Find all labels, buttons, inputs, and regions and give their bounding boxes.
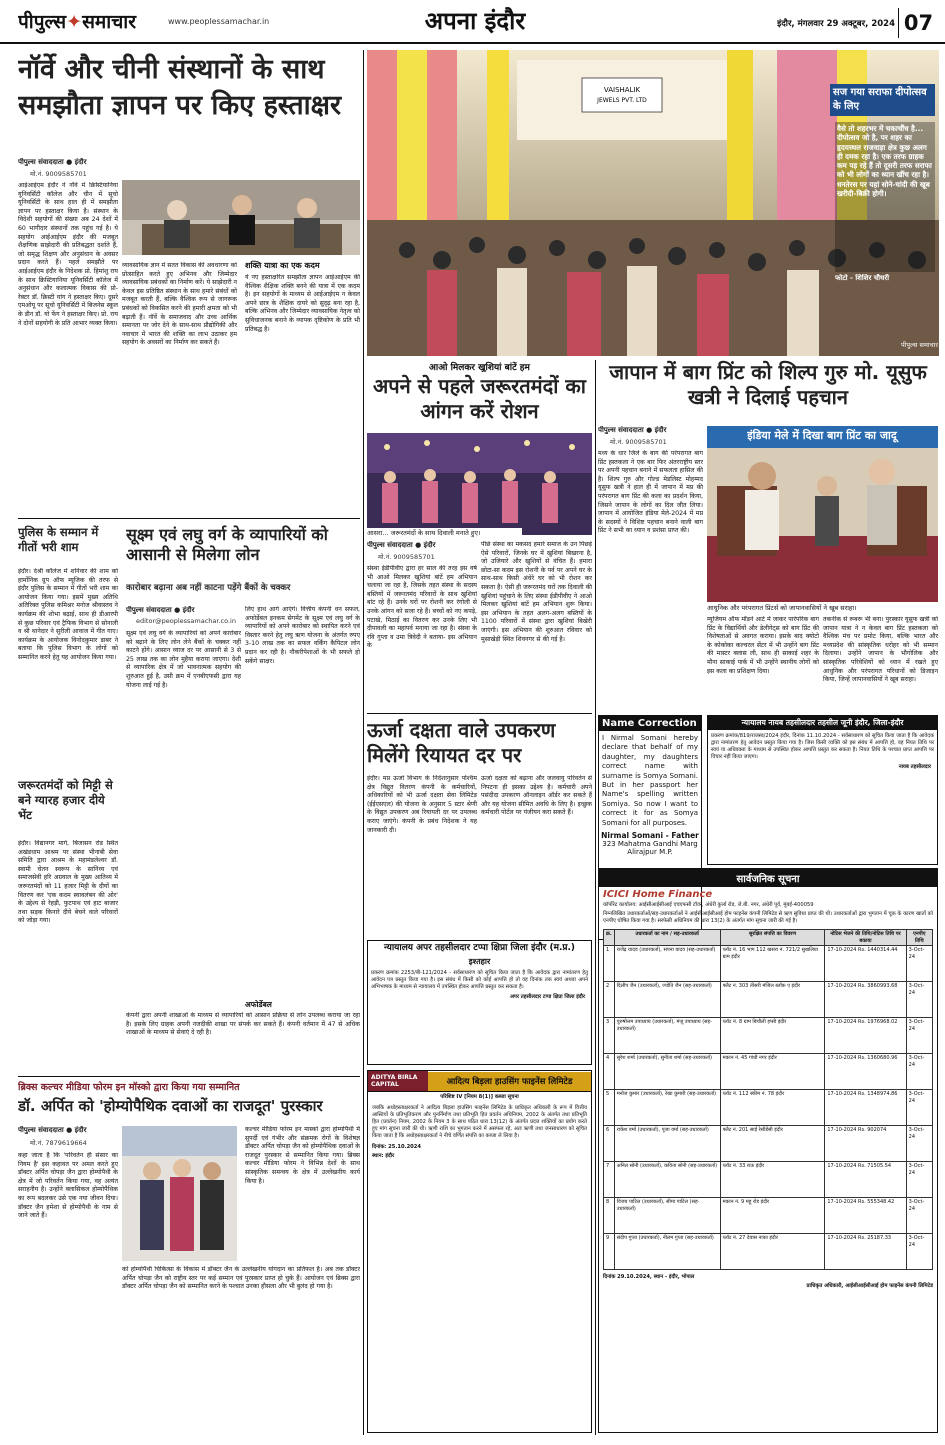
table-cell: 2 xyxy=(604,982,615,1018)
story1-body3: ये नए हस्ताक्षरित समझौता ज्ञापन आईआईएम की वैश्विक शैक्षिक शक्ति बनने की यात्रा में एक कदम है। इन सहयोगों के माध्यम से आईआईएम न केवल अपने छात्र के शैक्षिक दायरे को सुदृढ़ बना रहा है, बल्कि अभिनव और जिम्मेदार व्यावसायिक नेतृत्व को सुविधाजनक बनाने के व्यापक दृष्टिकोण के प्रति भी प्रतिबद्ध है। xyxy=(245,274,360,333)
table-cell: 3-Oct-24 xyxy=(906,946,932,982)
aditya-date: दिनांक: 25.10.2024 xyxy=(372,1144,422,1150)
correction-body: I Nirmal Somani hereby declare that behalf of my daughter, my daughters correct name with surname is Somya Somani. But in her passport her Name's spelling written Somiya. So now I want to correct it for as Somya Somani for all purposes. xyxy=(602,734,698,827)
story4-body: इंदौर। देश्री कॉलेज में शनिवार की शाम को हार्मोनिक ग्रुप ऑफ म्यूजिक की तरफ से इंदौर पुलिस के सम्मान में गीतों भरी शाम का आयोजन किया गया। इसमें मुख्य अतिथि अतिरिक्त पुलिस कमिश्नर मनोज श्रीवास्तव ने कार्यक्रम की शोभा बढ़ाई, साथ ही डीआरपी से कुछ परिवार एवं ट्रैफिक विभाग से सोनाली व श्री थानेदार ने सुरीली आवाज में गीत गाए। कार्यक्रम के आयोजक विनोदकुमार डाबर ने बताया कि पुलिस विभाग के लोगों को सम्मानित करने हेतु यह आयोजन किया गया। xyxy=(18,568,118,661)
icici-section: सार्वजनिक सूचना xyxy=(599,869,937,887)
story1-body2: व्यावसायिक ज्ञान में सतत विकास की अवधारणा को प्रोत्साहित करते हुए अभिनव और जिम्मेदार व्यावसायिक प्रबंधकों का निर्माण करें। ये साझेदारी न केवल इस प्रतिष्ठित संस्थान के साथ हमारे संबंधों को मजबूत करती हैं, बल्कि वैश्विक रूप से जागरूक प्रबंधकों को विकसित करने की हमारी क्षमता को भी बढ़ाती हैं। नॉर्वे के समाजवाद और उच्च आर्थिक समानता पर जोर देने के साथ-साथ प्रौद्योगिकी और नवाचार में भारत की शक्ति का लाभ उठाकर हम सहयोग के अवसरों का निर्माण कर सकते हैं। xyxy=(122,262,237,347)
table-cell: प्लॉट नं. 33 राऊ इंदौर xyxy=(720,1162,825,1198)
story2-body1: संस्था ईडीपीवीए द्वारा हर साल की तरह इस वर्ष भी आओ मिलकर खुशियां बांटें हम अभियान चलाया जा रहा है, जिसके तहत संस्था के सदस्य बस्तियों में जरूरतमंद परिवारों के साथ खुशियां बांट रहे हैं। उनके घरों पर रोशनी कर रंगोली से उनके आंगन को सजा रहे हैं। बच्चों को नए कपड़े, पटाखे, मिठाई का वितरण कर उनके लिए भी दीपावली का महापर्व मनाया जा रहा है। संस्था के रवि गुप्ता व उमा त्रिवेदी ने बताया- इस अभियान के xyxy=(367,565,477,650)
correction-title: Name Correction xyxy=(599,716,701,731)
table-cell: मकान नं. 45 गांधी नगर इंदौर xyxy=(720,1054,825,1090)
story1-byline: पीपुल्स संवाददाता ● इंदौर xyxy=(18,158,87,166)
aditya-title: आदित्य बिड़ला हाउसिंग फाइनेंस लिमिटेड xyxy=(428,1072,591,1091)
aditya-place: स्थान: इंदौर xyxy=(372,1153,395,1159)
story6-sub: कारोबार बढ़ाना अब नहीं काटना पड़ेंगे बैंकों के चक्कर xyxy=(126,583,291,593)
icici-brand: ICICI Home Finance xyxy=(603,889,713,900)
table-cell: 3 xyxy=(604,1018,615,1054)
story5-headline: जरूरतमंदों को मिट्टी से बने ग्यारह हजार दीये भेंट xyxy=(18,778,113,822)
story6-body3: कंपनी द्वारा अपनी शाखाओं के माध्यम से व्यापारियों को आसान प्रक्रिया से लोन उपलब्ध कराया जा रहा है। इसके लिए ग्राहक अपनी नजदीकी शाखा पर संपर्क कर सकते हैं। कंपनी वर्तमान में 47 से अधिक शाखाओं के माध्यम से सेवाएं दे रही है। xyxy=(126,1012,360,1037)
table-cell: 3-Oct-24 xyxy=(906,1198,932,1234)
page-number: 07 xyxy=(898,8,938,38)
table-row xyxy=(604,1198,933,1234)
table-cell: 4 xyxy=(604,1054,615,1090)
story2-mobile: मो.नं. 9009585701 xyxy=(378,553,435,561)
table-cell: 3-Oct-24 xyxy=(906,1090,932,1126)
court2-title: न्यायालय अपर तहसीलदार टप्पा क्षिप्रा जिला इंदौर (म.प्र.) xyxy=(383,943,576,953)
story8-headline: डॉ. अर्पित को 'होम्योपैथिक दवाओं का राजदूत' पुरस्कार xyxy=(18,1097,323,1115)
table-cell: 17-10-2024 Rs. 71505.54 xyxy=(825,1162,906,1198)
aditya-sub: परिशिष्ट IV [नियम 8(1)] कब्जा सूचना xyxy=(440,1094,519,1100)
aditya-body: जबकि अधोहस्ताक्षरकर्ता ने आदित्य बिड़ला हाउसिंग फाइनेंस लिमिटेड के प्राधिकृत अधिकारी के रूप में वित्तीय आस्तियों के प्रतिभूतिकरण और पुनर्निर्माण तथा प्रतिभूति हित प्रवर्तन अधिनियम, 2002 के अंतर्गत तथा प्रतिभूति हित (प्रवर्तन) नियम, 2002 के नियम 3 के साथ पठित धारा 13(12) के अंतर्गत प्रदत्त शक्तियों का प्रयोग करते हुए मांग सूचना जारी की थी। ऋणी राशि का भुगतान करने में असफल रहे, अतः ऋणी तथा जनसाधारण को सूचित किया जाता है कि अधोहस्ताक्षरकर्ता ने नीचे वर्णित संपत्ति का कब्जा ले लिया है। xyxy=(372,1105,587,1139)
table-row xyxy=(604,1018,933,1054)
sarafa-title: सज गया सराफा दीपोत्सव के लिए xyxy=(830,84,935,116)
table-cell: दिलीप जैन (उधारकर्ता), ज्योति जैन (सह-उधारकर्ता) xyxy=(614,982,720,1018)
section-title: अपना इंदौर xyxy=(424,7,526,35)
table-cell: 3-Oct-24 xyxy=(906,1018,932,1054)
table-cell: राकेश वर्मा (उधारकर्ता), पूजा वर्मा (सह-उधारकर्ता) xyxy=(614,1126,720,1162)
table-row xyxy=(604,1126,933,1162)
story3-byline: पीपुल्स संवाददाता ● इंदौर xyxy=(598,426,667,434)
court1-title: न्यायालय नायब तहसीलदार तहसील जूनी इंदौर, जिला-इंदौर xyxy=(708,716,937,730)
story8-body2: कल्चर मीडिया फोरम इन मास्को द्वारा होम्योपैथी में सुपर्दी एवं गंभीर और संक्रमक रोगों के विशेषज्ञ डॉक्टर अर्पित चोपड़ा जैन को होम्योपैथिक दवाओं के राजदूत पुरस्कार से सम्मानित किया गया। ब्रिक्स कल्चर मीडिया फोरम ने विभिन्न देशों के साथ सांस्कृतिक समन्वय के क्षेत्र में उल्लेखनीय कार्य किया है। xyxy=(245,1126,360,1185)
court2-sign: अपर तहसीलदार टप्पा क्षिप्रा जिला इंदौर xyxy=(509,994,585,1000)
table-cell: प्लॉट नं. 16 भाग 112 खसरा नं. 721/2 सुखलिया ग्राम इंदौर xyxy=(720,946,825,982)
table-cell: मकान नं. 9 महू रोड इंदौर xyxy=(720,1198,825,1234)
table-cell: पुरुषोत्तम उपाध्याय (उधारकर्ता), मंजू उपाध्याय (सह-उधारकर्ता) xyxy=(614,1018,720,1054)
story2-body2: पीछे संस्था का मकसद हमारे समाज के उन पिछड़े ऐसे परिवारों, जिनके घर में खुशियां बिखरना है, जो उजियारे और खुशियों से वंचित हैं। हमारा छोटा-सा कदम इस रोशनी के पर्व पर अपने घर के साथ-साथ किसी अंधेरे घर को भी रोशन कर सकता है। ऐसी ही जरूरतमंद घरों तक दिवाली की खुशियां पहुंचाने के लिए संस्था ईडीपीवीए ने आओ मिलकर खुशियां बांटें हम अभियान शुरू किया। इस अभियान के तहत अलग-अलग बस्तियों के 1100 परिवारों में संस्था द्वारा खुशियां बिखेरी जाएंगी। इस अभियान की शुरुआत रविवार को मुसाखेड़ी स्थित शिवनगर से की गई है। xyxy=(481,541,592,643)
issue-date: इंदौर, मंगलवार 29 अक्टूबर, 2024 xyxy=(777,19,895,29)
table-cell: 17-10-2024 Rs. 25187.33 xyxy=(825,1234,906,1270)
court1-body: प्रकरण क्रमांक/819/राजस्व/2024 इंदौर, दिनांक 11.10.2024 - सर्वसाधारण को सूचित किया जाता है कि आवेदक द्वारा नामांतरण हेतु आवेदन प्रस्तुत किया गया है। जिस किसी व्यक्ति को इस संबंध में आपत्ति हो, वह नियत तिथि पर स्वयं या अधिवक्ता के माध्यम से उपस्थित होकर आपत्ति प्रस्तुत कर सकता है। नियत तिथि के पश्चात प्राप्त आपत्ति पर विचार नहीं किया जाएगा। xyxy=(711,733,934,760)
table-cell: 3-Oct-24 xyxy=(906,1162,932,1198)
icici-sign: प्राधिकृत अधिकारी, आईसीआईसीआई होम फाइनेंस कंपनी लिमिटेड xyxy=(806,1283,933,1289)
masthead xyxy=(0,0,945,42)
table-cell: 17-10-2024 Rs. 902074 xyxy=(825,1126,906,1162)
site-url: www.peoplessamachar.in xyxy=(168,17,270,26)
table-cell: राजेंद्र यादव (उधारकर्ता), सपना यादव (सह-उधारकर्ता) xyxy=(614,946,720,982)
svg-text:JEWELS PVT. LTD: JEWELS PVT. LTD xyxy=(597,97,647,104)
icici-body: निम्नलिखित उधारकर्ताओं/सह-उधारकर्ताओं ने आईसीआईसीआई होम फाइनेंस कंपनी लिमिटेड से ऋण सुविधा प्राप्त की थी। उधारकर्ताओं द्वारा भुगतान में चूक के कारण खातों को एनपीए घोषित किया गया है। सरफेसी अधिनियम की धारा 13(2) के अंतर्गत मांग सूचना जारी की गई है। xyxy=(603,911,933,924)
story1-photo xyxy=(122,180,360,255)
story5-body: इंदौर। विद्यानगर मार्ग, बिजासन रोड स्थित अखंडधाम आश्रम पर संस्था भीनाबी सेवा समिति द्वारा आश्रम के महामंडलेश्वर डॉ. स्वामी चेतन स्वरूप के सानिध्य एवं समाजसेवी हरि अग्रवाल के मुख्य आतिथ्य में जरूरतमंदों को 11 हजार मिट्टी के दीयों का वितरण कर 'एक कदम स्वावलंबन की ओर' के उद्देश्य से रेहड़ी, फुटपाथ एवं हाट बाजार तथा सड़क किनारे दीये बेचने वाले परिवारों को जोड़ा गया। xyxy=(18,840,118,925)
story2-byline: पीपुल्स संवाददाता ● इंदौर xyxy=(367,541,436,549)
story8-byline: पीपुल्स संवाददाता ● इंदौर xyxy=(18,1126,87,1134)
table-cell: अनिल सोनी (उधारकर्ता), कविता सोनी (सह-उधारकर्ता) xyxy=(614,1162,720,1198)
icici-col-header: सुरक्षित संपत्ति का विवरण xyxy=(720,930,825,946)
correction-addr: 323 Mahatma Gandhi Marg Alirajpur M.P. xyxy=(602,840,698,857)
story1-body1: आईआईएम इंदौर ने नॉर्वे में क्रिस्टियानिया यूनिवर्सिटी कॉलेज और चीन में सूचो यूनिवर्सिटी के साथ हाल ही में समझौता ज्ञापन पर हस्ताक्षर किया है। संस्थान के विदेशी सहयोगों की संख्या अब 24 देशों में 60 भागीदार संस्थानों तक पहुंच गई है। ये सहयोग आईआईएम इंदौर की मजबूत शैक्षणिक साझेदारी की प्रतिबद्धता दर्शाते हैं, जो समृद्ध शिक्षण और अनुसंधान के अवसर प्रदान करते हैं। पहले समझौते पर आईआईएम इंदौर के निदेशक प्रो. हिमांशु राय के साथ क्रिस्टियानिया यूनिवर्सिटी कॉलेज में अनुसंधान और कलात्मक विकास की प्रो-रेक्टर डॉ. क्रिस्टी यांग ने हस्ताक्षर किए। दूसरे एमओयू पर सूचो यूनिवर्सिटी में बिजनेस स्कूल के डीन डॉ. यो फेंग ने हस्ताक्षर किए। प्रो. राय ने दोनों सहयोगी के प्रति आभार व्यक्त किया। xyxy=(18,182,118,327)
story2-caption: आसरा... जरूरतमंदों के साथ दिवाली मनाते हुए। xyxy=(367,528,522,538)
story7-headline: ऊर्जा दक्षता वाले उपकरण मिलेंगे रियायत दर पर xyxy=(367,718,556,767)
icici-col-header: क्र. xyxy=(604,930,615,946)
icici-col-header: नोटिस भेजने की तिथि/नोटिस तिथि पर बकाया xyxy=(825,930,906,946)
table-row xyxy=(604,1054,933,1090)
table-cell: 3-Oct-24 xyxy=(906,1126,932,1162)
table-cell: 7 xyxy=(604,1162,615,1198)
story2-photo xyxy=(367,433,592,535)
table-cell: प्लॉट नं. 112 स्कीम नं. 78 इंदौर xyxy=(720,1090,825,1126)
brand-logo: पीपुल्स✦समाचार xyxy=(18,11,136,33)
story3-photo-title: इंडिया मेले में दिखा बाग प्रिंट का जादू xyxy=(747,429,897,442)
court2-tag: इश्तहार xyxy=(468,957,491,966)
court2-body: प्रकरण क्रमांक 2253/बी-121/2024 - सर्वसाधारण को सूचित किया जाता है कि आवेदक द्वारा नामांतरण हेतु आवेदन पत्र प्रस्तुत किया गया है। इस संबंध में किसी को कोई आपत्ति हो तो वह दिनांक तक स्वयं अथवा अपने अभिभाषक के माध्यम से न्यायालय में उपस्थित होकर आपत्ति प्रस्तुत कर सकता है। xyxy=(371,970,588,990)
icici-footer: दिनांक 29.10.2024, स्थान - इंदौर, भोपाल xyxy=(603,1274,695,1280)
table-cell: 6 xyxy=(604,1126,615,1162)
icici-col-header: उधारकर्ता का नाम / सह-उधारकर्ता xyxy=(614,930,720,946)
table-cell: 1 xyxy=(604,946,615,982)
table-cell: 3-Oct-24 xyxy=(906,982,932,1018)
correction-name: Nirmal Somani - Father xyxy=(601,831,699,841)
story3-headline: जापान में बाग प्रिंट को शिल्प गुरु मो. यूसुफ खत्री ने दिलाई पहचान xyxy=(609,360,927,409)
story3-mobile: मो.नं. 9009585701 xyxy=(610,438,667,446)
table-cell: 17-10-2024 Rs. 1348974.86 xyxy=(825,1090,906,1126)
table-cell: 3-Oct-24 xyxy=(906,1054,932,1090)
brand-left: पीपुल्स xyxy=(18,11,67,33)
story7-body2: ऊर्जा दक्षता को बढ़ाना और जलवायु परिवर्तन से निपटना ही इसका उद्देश्य है। कर्मचारी अपने पसंदीदा उपकरण ऑनलाइन ऑर्डर कर सकते हैं और यह योजना सीमित अवधि के लिए है। इच्छुक कर्मचारी पोर्टल पर पंजीयन करा सकते हैं। xyxy=(481,775,592,817)
table-cell: मनोज कुमार (उधारकर्ता), रेखा कुमारी (सह-उधारकर्ता) xyxy=(614,1090,720,1126)
table-cell: 8 xyxy=(604,1198,615,1234)
table-cell: 17-10-2024 Rs. 1440314.44 xyxy=(825,946,906,982)
icici-table-header xyxy=(604,930,933,946)
story3-body3: तकनीक से रूबरू भी बना। पुरस्कार यूसुफ खत्री को जापान यात्रा ने न केवल बाग प्रिंट हस्तकला को वैश्विक मंच पर प्रमोट किया, बल्कि भारत और मध्यप्रदेश की सांस्कृतिक धरोहर को भी सम्मान दिलाया। उन्होंने जापान के भौगोलिक और सांस्कृतिक परिवेशियों को ध्यान में रखते हुए आधुनिक और परंपरागत परिधानों को डिजाइन किया, जिन्हें जापानवासियों ने खूब सराहा। xyxy=(823,616,938,684)
shop-sign: VAISHALIK xyxy=(603,86,641,94)
story8-body1: कहा जाता है कि 'परिवर्तन ही संसार का नियम है' इस कहावत पर अमल करते हुए डॉक्टर अर्पित चोपड़ा जैन द्वारा होम्योपैथी के क्षेत्र में जो परिवर्तन किया गया, वह अत्यंत सराहनीय है। उन्होंने क्लासिकल होम्योपैथिक का रूप बदलकर उसे एक नया जीवन दिया। डॉक्टर जैन हमेशा से होम्योपैथी के नाम से जाने जाते हैं। xyxy=(18,1152,118,1220)
table-cell: 17-10-2024 Rs. 555348.42 xyxy=(825,1198,906,1234)
story8-body3: को होम्योपैथी चिकित्सा के विकास में डॉक्टर जैन के उल्लेखनीय योगदान का प्रतिफल है। अब तक डॉक्टर अर्पित चोपड़ा जैन को राष्ट्रीय स्तर पर कई सम्मान एवं पुरस्कार प्राप्त हो चुके हैं। आयोजन एवं ब्रिक्स द्वारा डॉक्टर अर्पित चोपड़ा जैन को सम्मानित करने के पश्चात उनका हौसला और भी बुलंद हो गया है। xyxy=(122,1266,360,1291)
court1-sign: नायब तहसीलदार xyxy=(898,764,931,770)
aditya-brand: ADITYA BIRLA CAPITAL xyxy=(368,1071,428,1091)
aditya-notice xyxy=(367,1070,592,1433)
table-cell: 9 xyxy=(604,1234,615,1270)
table-cell: 5 xyxy=(604,1090,615,1126)
story6-email: editor@peoplessamachar.co.in xyxy=(136,617,236,625)
story8-mobile: मो.नं. 7879619664 xyxy=(30,1139,87,1147)
story7-body1: इंदौर। मप्र ऊर्जा विभाग के निर्देशानुसार पश्चिम क्षेत्र विद्युत वितरण कंपनी के कर्मचारियों, अधिकारियों को भी ऊर्जा दक्षता सेवा लिमिटेड (ईईएसएल) की योजना के अनुसार 5 स्टार श्रेणी के विद्युत उपकरण अब रियायती दर पर उपलब्ध कराए जाएंगे। कंपनी के प्रबंध निदेशक ने यह जानकारी दी। xyxy=(367,775,477,834)
story2-headline: अपने से पहले जरूरतमंदों का आंगन करें रोशन xyxy=(373,374,586,423)
icici-sub: कॉर्पोरेट कार्यालय: आईसीआईसीआई एचएफसी टॉवर, अंधेरी कुर्ला रोड, जे.बी. नगर, अंधेरी पूर्व, मुंबई-400059 xyxy=(603,902,814,908)
table-cell: विजय पाटिल (उधारकर्ता), सीमा पाटिल (सह-उधारकर्ता) xyxy=(614,1198,720,1234)
icici-col-header: एनपीए तिथि xyxy=(906,930,932,946)
table-cell: प्लॉट नं. 8 ग्राम बिचौली हप्सी इंदौर xyxy=(720,1018,825,1054)
table-row xyxy=(604,1162,933,1198)
story6-byline: पीपुल्स संवाददाता ● इंदौर xyxy=(126,606,195,614)
sarafa-text: वैसे तो शहरभर में चकाचौंध है... दीपोत्सव जो है, पर शहर का हृदयस्थल राजवाड़ा क्षेत्र कुछ अलग ही दमक रहा है। एक तरफ ग्राहक कम पड़ रहे हैं तो दूसरी तरफ सराफा को भी लोगों का ध्यान खींच रहा है। धनतेरस पर यहां सोने-चांदी की खूब खरीदी-बिक्री होगी। xyxy=(835,122,935,272)
story3-caption: आधुनिक और परंपरागत प्रिंटर्स को जापानवासियों ने खूब सराहा। xyxy=(707,603,938,613)
table-cell: प्लॉट नं. 27 देवास नाका इंदौर xyxy=(720,1234,825,1270)
table-cell: 17-10-2024 Rs. 3860993.68 xyxy=(825,982,906,1018)
table-cell: फ्लैट नं. 303 तीसरी मंजिल ब्लॉक ए इंदौर xyxy=(720,982,825,1018)
story4-headline: पुलिस के सम्मान में गीतों भरी शाम xyxy=(18,525,99,554)
story3-body2: म्यूजियम ऑफ मॉडर्न आर्ट में जाकर पारंपरिक बाग प्रिंट के विद्यार्थियों और डेलीगेट्स को बाग प्रिंट की विशेषताओं से अवगत कराया। इसके बाद क्योटो के कोकोका कल्चरल सेंटर में भी उन्होंने बाग प्रिंट की मास्टर क्लास ली, साथ ही साकाई शहर के मौना साकाई पार्क में भी उन्होंने स्थानीय लोगों को इस कला का प्रशिक्षण दिया। xyxy=(707,616,819,675)
story1-subhead: शक्ति यात्रा का एक कदम xyxy=(245,261,320,270)
table-cell: 3-Oct-24 xyxy=(906,1234,932,1270)
table-row xyxy=(604,1234,933,1270)
icici-table xyxy=(603,929,933,1270)
table-cell: फ्लैट नं. 201 साईं रेसीडेंसी इंदौर xyxy=(720,1126,825,1162)
brand-right: समाचार xyxy=(82,11,136,33)
story6-sub2: अफोर्डेबल xyxy=(245,1000,272,1009)
story1-headline: नॉर्वे और चीनी संस्थानों के साथ समझौता ज्ञापन पर किए हस्ताक्षर xyxy=(18,54,342,121)
story6-body1: सूक्ष्म एवं लघु वर्ग के व्यापारियों को अपने कारोबार को बढ़ाने के लिए लोन लेने बैंकों के चक्कर नहीं काटने होंगे। आसान व्याज दर पर आसानी से 3 से 25 लाख तक का लोन मुहैया कराया जाएगा। देशी से व्यापारिक क्षेत्र में जो भावनात्मक सहयोग की शुरुआत हुई है, उसी क्रम में एनबीएफसी द्वारा यह योजना लाई गई है। xyxy=(126,630,241,689)
table-row xyxy=(604,982,933,1018)
icici-notice xyxy=(598,868,938,1433)
sarafa-tag: पीपुल्स समाचार xyxy=(901,341,938,349)
court-notice-1 xyxy=(707,715,938,865)
table-row xyxy=(604,946,933,982)
table-cell: 17-10-2024 Rs. 1976968.02 xyxy=(825,1018,906,1054)
table-cell: संदीप गुप्ता (उधारकर्ता), नीलम गुप्ता (सह-उधारकर्ता) xyxy=(614,1234,720,1270)
story3-body1: मध्य के धार जिले के बाग की परंपरागत बाग प्रिंट हस्तकला ने एक बार फिर अंतरराष्ट्रीय स्तर पर अपनी पहचान बनाने में सफलता हासिल की है। शिल्प गुरु और गोल्ड मेडलिस्ट मोहम्मद यूसुफ खत्री ने हाल ही में जापान में मप्र की परंपरागत बाग प्रिंट की कला का प्रदर्शन किया, जिसने जापान के लोगों का दिल जीत लिया। जापान में आयोजित इंडिया मेले-2024 में मप्र के सदस्यों ने विशिष्ट पहचान बनाने वाली बाग प्रिंट ने सभी का ध्यान व प्रशंसा प्राप्त की। xyxy=(598,450,703,535)
story6-body2: लिए हाथ आगे आएंगे। वित्तीय कंपनी धन सफल, अफोर्डेबल इनकम सेगमेंट के सूक्ष्म एवं लघु वर्ग के व्यापारियों को अपने कारोबार को स्थापित करने एवं विस्तार करने हेतु लघु ऋण योजना के अंतर्गत रुपए 3-10 लाख तक का सफल वर्किंग कैपिटल लोन प्रदान कर रही है। नौकरीपेशाओं के भी सफले हो सकेंगे साक्षर। xyxy=(245,606,360,665)
story8-photo xyxy=(122,1126,237,1261)
story3-photo xyxy=(707,426,938,602)
table-cell: 17-10-2024 Rs. 1360680.96 xyxy=(825,1054,906,1090)
sarafa-credit: फोटो - शिशिर चौधरी xyxy=(835,274,890,282)
story2-kicker: आओ मिलकर खुशियां बांटें हम xyxy=(429,363,530,372)
table-cell: सुरेश शर्मा (उधारकर्ता), सुनीता शर्मा (सह-उधारकर्ता) xyxy=(614,1054,720,1090)
table-row xyxy=(604,1090,933,1126)
story8-kicker: ब्रिक्स कल्चर मीडिया फोरम इन मॉस्को द्वारा किया गया सम्मानित xyxy=(18,1082,240,1093)
story1-mobile: मो.नं. 9009585701 xyxy=(30,170,87,178)
masthead-rule xyxy=(0,42,945,44)
court-notice-2 xyxy=(367,940,592,1065)
story6-headline: सूक्ष्म एवं लघु वर्ग के व्यापारियों को आसानी से मिलेगा लोन xyxy=(126,525,328,564)
